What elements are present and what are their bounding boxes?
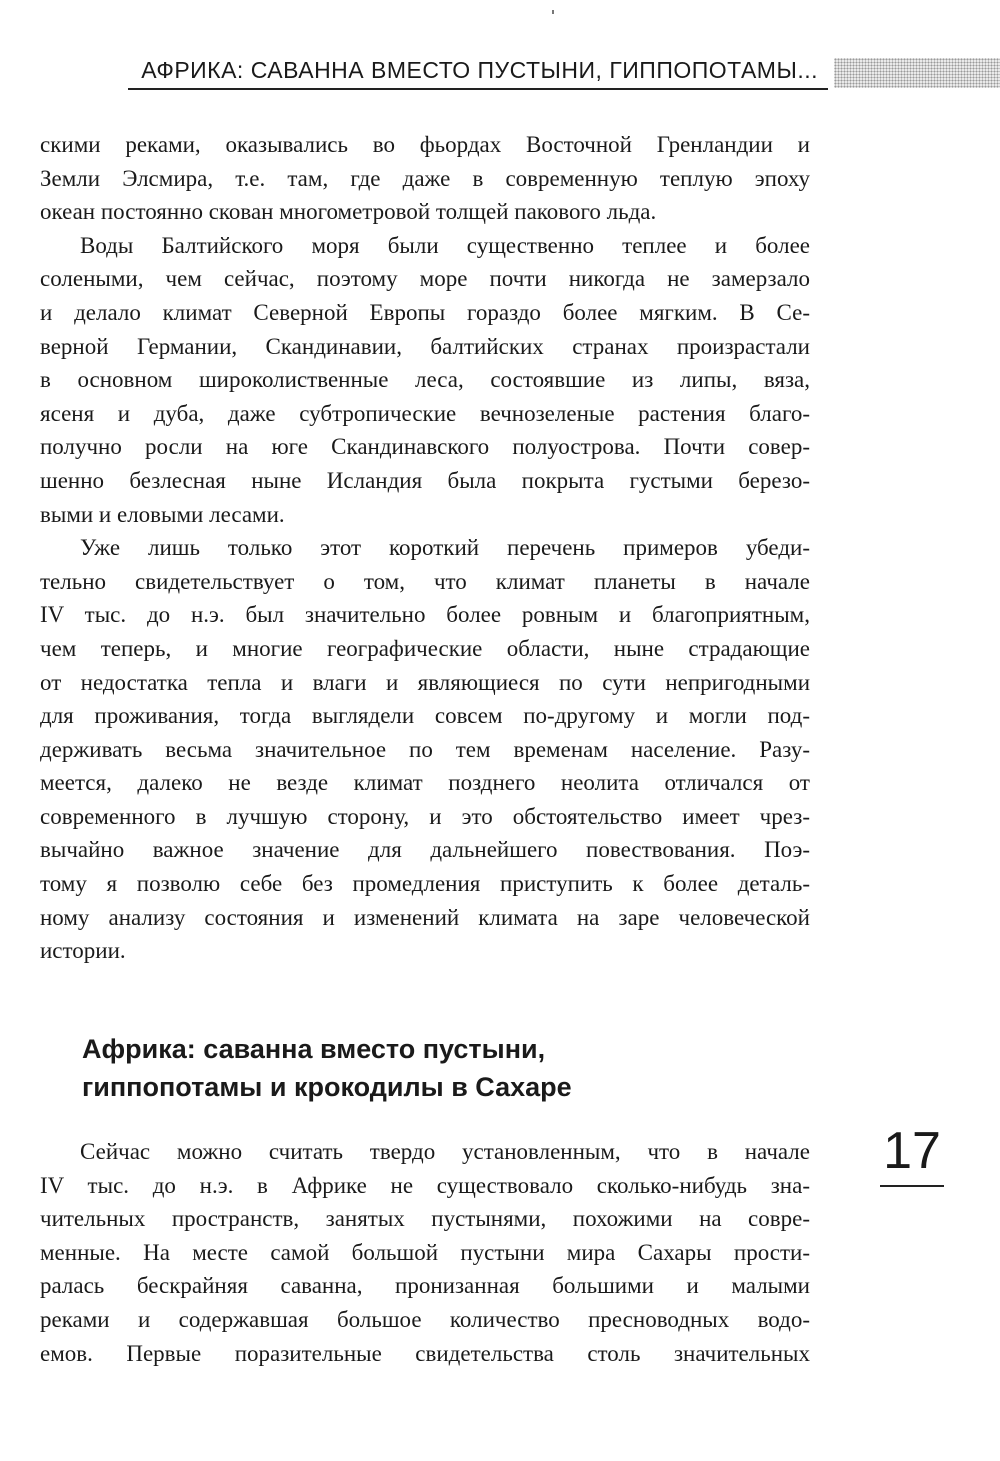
text-line: ралась бескрайняя саванна, пронизанная большими и малыми [40,1273,810,1299]
text-line: ному анализу состояния и изменений климата на заре человеческой [40,904,810,930]
paragraph-3 [40,531,810,968]
text-line: от недостатка тепла и влаги и являющиеся по сути непригодными [40,669,810,695]
text-line: Уже лишь только этот короткий перечень примеров убеди- [80,535,810,561]
paragraph-4 [40,1135,810,1370]
text-line: меется, далеко не везде климат позднего неолита отличался от [40,770,810,796]
text-line: получно росли на юге Скандинавского полуострова. Почти совер- [40,434,810,460]
text-line: верной Германии, Скандинавии, балтийских странах произрастали [40,333,810,359]
text-line: солеными, чем сейчас, поэтому море почти никогда не замерзало [40,266,810,292]
text-line: тельно свидетельствует о том, что климат планеты в начале [40,568,810,594]
text-line: емов. Первые поразительные свидетельства столь значительных [40,1340,810,1366]
text-line: скими реками, оказывались во фьордах Восточной Гренландии и [40,132,810,157]
text-line: истории. [40,938,126,964]
text-line: вычайно важное значение для дальнейшего повествования. Поэ- [40,837,810,863]
text-line: для проживания, тогда выглядели совсем по-другому и могли под- [40,703,810,729]
section-heading-line: гиппопотамы и крокодилы в Сахаре [82,1072,572,1102]
paragraph-2 [40,229,810,531]
text-line: ясеня и дуба, даже субтропические вечнозеленые растения благо- [40,400,810,426]
text-line: Сейчас можно считать твердо установленным, что в начале [80,1139,810,1164]
text-line: IV тыс. до н.э. был значительно более ровным и благоприятным, [40,602,810,628]
text-line: океан постоянно скован многометровой толщей пакового льда. [40,199,657,225]
running-header [128,52,828,90]
text-line: в основном широколиственные леса, состоявшие из липы, вяза, [40,367,810,393]
text-line: выми и еловыми лесами. [40,501,285,527]
body-text-bottom [40,1135,810,1370]
body-text-top [40,128,810,968]
scan-mark [552,10,554,14]
running-header-title: АФРИКА: САВАННА ВМЕСТО ПУСТЫНИ, ГИППОПОТАМЫ... [141,57,818,83]
text-line: реками и содержавшая большое количество пресноводных водо- [40,1306,810,1332]
text-line: шенно безлесная ныне Исландия была покрыта густыми березо- [40,467,810,493]
text-line: тому я позволю себе без промедления приступить к более деталь- [40,871,810,897]
text-line: IV тыс. до н.э. в Африке не существовало сколько-нибудь зна- [40,1172,810,1198]
page-number: 17 [883,1122,941,1180]
section-heading-line: Африка: саванна вместо пустыни, [82,1034,546,1064]
text-line: чем теперь, и многие географические области, ныне страдающие [40,635,810,661]
text-line: и делало климат Северной Европы гораздо более мягким. В Се- [40,299,810,325]
header-dotted-pattern [834,58,1000,88]
text-line: Воды Балтийского моря были существенно теплее и более [80,232,810,258]
text-line: чительных пространств, занятых пустынями, похожими на совре- [40,1206,810,1232]
text-line: современного в лучшую сторону, и это обстоятельство имеет чрез- [40,803,810,829]
text-line: держивать весьма значительное по тем временам население. Разу- [40,736,810,762]
text-line: Земли Элсмира, т.е. там, где даже в современную теплую эпоху [40,165,810,191]
page-number-rule [880,1185,944,1187]
text-line: менные. На месте самой большой пустыни мира Сахары прости- [40,1239,810,1265]
paragraph-1 [40,128,810,229]
section-heading [82,1030,802,1106]
